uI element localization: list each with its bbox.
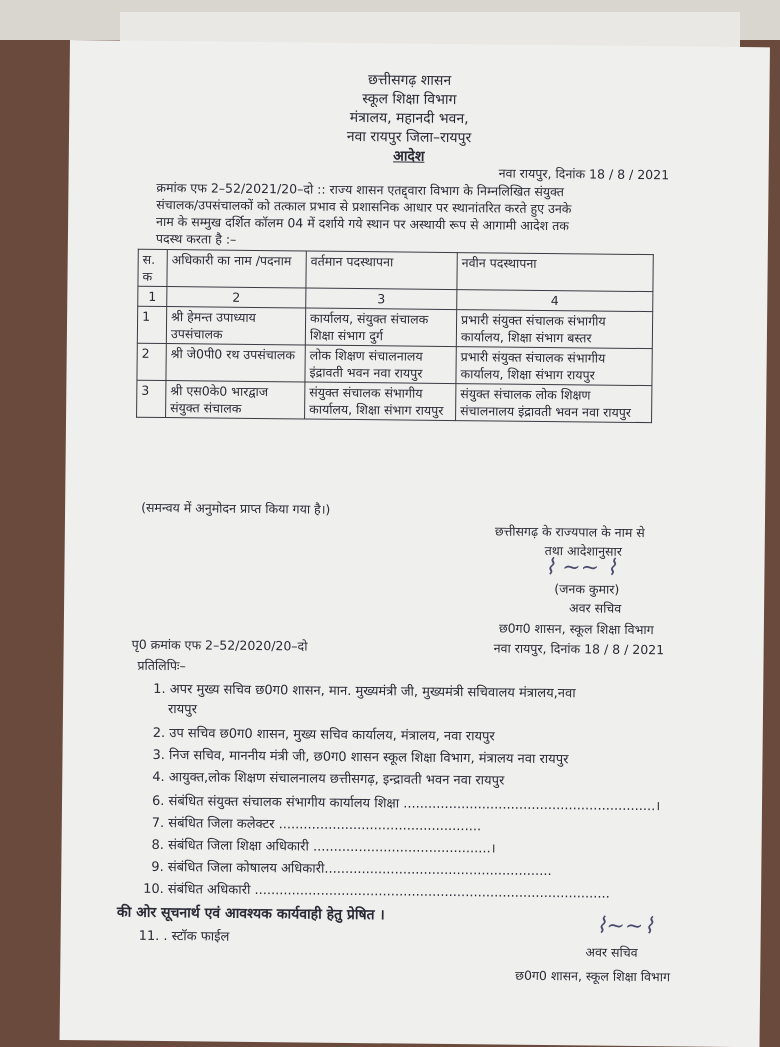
date-line: नवा रायपुर, दिनांक 18 / 8 / 2021 bbox=[498, 165, 670, 183]
order-text-line-3: नाम के सम्मुख दर्शित कॉलम 04 में दर्शाये गये स्थान पर अस्थायी रूप से आगामी आदेश तक bbox=[156, 213, 569, 234]
list-item: 2. उप सचिव छ0ग0 शासन, मुख्य सचिव कार्यालय, मंत्रालय, नवा रायपुर bbox=[152, 725, 495, 745]
list-item: 1. अपर मुख्य सचिव छ0ग0 शासन, मान. मुख्यमंत्री जी, मुख्यमंत्री सचिवालय मंत्रालय,नवा bbox=[153, 681, 576, 702]
forward-line: की ओर सूचनार्थ एवं आवश्यक कार्यवाही हेतु प्रेषित । bbox=[116, 904, 385, 924]
col-number: 3 bbox=[306, 288, 457, 310]
header-cell: वर्तमान पदस्थापना bbox=[306, 251, 457, 290]
governor-line: छत्तीसगढ़ के राज्यपाल के नाम से bbox=[494, 523, 645, 541]
new-posting-cell: संयुक्त संचालक लोक शिक्षण संचालनालय इंद्रावती भवन नवा रायपुर bbox=[456, 384, 652, 423]
header-cell: नवीन पदस्थापना bbox=[457, 253, 653, 292]
col-number: 2 bbox=[167, 287, 306, 308]
new-posting-cell: प्रभारी संयुक्त संचालक संभागीय कार्यालय, शिक्षा संभाग रायपुर bbox=[456, 347, 652, 386]
table-row bbox=[137, 380, 652, 422]
list-item: 10. संबंधित अधिकारी ...................................................................................... bbox=[143, 881, 610, 902]
order-line: तथा आदेशानुसार bbox=[544, 542, 622, 559]
order-document bbox=[60, 40, 770, 1047]
stock-file-item: 11. . स्टॉक फाईल bbox=[138, 928, 230, 945]
document-title: आदेश bbox=[393, 148, 425, 165]
signature-1: ⌇ ~~ ⌇ bbox=[544, 554, 617, 581]
signatory-2-dept: छ0ग0 शासन, स्कूल शिक्षा विभाग bbox=[515, 967, 671, 985]
list-item: 7. संबंधित जिला कलेक्टर ................................................. bbox=[151, 815, 482, 835]
col-number: 1 bbox=[138, 286, 167, 306]
header-line-3: मंत्रालय, महानदी भवन, bbox=[349, 109, 469, 128]
header-line-1: छत्तीसगढ़ शासन bbox=[367, 72, 452, 89]
header-line-4: नवा रायपुर जिला–रायपुर bbox=[346, 128, 472, 147]
officer-cell: श्री हेमन्त उपाध्याय उपसंचालक bbox=[166, 307, 305, 345]
table-header-row bbox=[138, 249, 653, 291]
table-row bbox=[137, 306, 652, 348]
list-item: 9. संबंधित जिला कोषालय अधिकारी....................................................... bbox=[151, 859, 552, 880]
table-row bbox=[137, 343, 652, 385]
signatory-dept: छ0ग0 शासन, स्कूल शिक्षा विभाग bbox=[498, 620, 654, 638]
order-text-line-1: क्रमांक एफ 2–52/2021/20–दो :: राज्य शासन एतद्द्वारा विभाग के निम्नलिखित संयुक्त bbox=[156, 179, 565, 200]
serial-cell: 2 bbox=[137, 343, 166, 380]
current-posting-cell: कार्यालय, संयुक्त संचालक शिक्षा संभाग दुर्ग bbox=[305, 308, 456, 347]
endorsement-number: पृ0 क्रमांक एफ 2–52/2020/20–दो bbox=[131, 636, 308, 654]
order-text-line-4: पदस्थ करता है :– bbox=[155, 230, 237, 247]
current-posting-cell: लोक शिक्षण संचालनालय इंद्रावती भवन नवा रायपुर bbox=[305, 345, 456, 384]
officer-cell: श्री जे0पी0 रथ उपसंचालक bbox=[166, 344, 305, 382]
serial-cell: 3 bbox=[137, 380, 166, 417]
header-line-2: स्कूल शिक्षा विभाग bbox=[362, 91, 457, 109]
signatory-name: (जनक कुमार) bbox=[554, 581, 620, 597]
transfer-table bbox=[136, 249, 654, 423]
list-item: रायपुर bbox=[167, 702, 198, 718]
order-text-line-2: संचालक/उपसंचालकों को तत्काल प्रभाव से प्रशासनिक आधार पर स्थानांतरित करते हुए उनके bbox=[156, 196, 572, 217]
list-item: 4. आयुक्त,लोक शिक्षण संचालनालय छत्तीसगढ़, इन्द्रावती भवन नवा रायपुर bbox=[152, 769, 505, 789]
list-item: 3. निज सचिव, माननीय मंत्री जी, छ0ग0 शासन स्कूल शिक्षा विभाग, मंत्रालय नवा रायपुर bbox=[152, 747, 569, 768]
header-cell: स. क bbox=[138, 249, 167, 286]
officer-cell: श्री एस0के0 भारद्वाज संयुक्त संचालक bbox=[166, 381, 305, 419]
signature-2: ⌇~~⌇ bbox=[595, 913, 655, 940]
copy-label: प्रतिलिपिः– bbox=[137, 657, 186, 674]
current-posting-cell: संयुक्त संचालक संभागीय कार्यालय, शिक्षा संभाग रायपुर bbox=[305, 382, 456, 421]
serial-cell: 1 bbox=[137, 306, 166, 343]
approval-note: (समन्वय में अनुमोदन प्राप्त किया गया है।) bbox=[141, 499, 331, 517]
signatory-designation: अवर सचिव bbox=[569, 600, 622, 616]
endorsement-date: नवा रायपुर, दिनांक 18 / 8 / 2021 bbox=[493, 640, 665, 658]
header-cell: अधिकारी का नाम /पदनाम bbox=[167, 250, 306, 288]
new-posting-cell: प्रभारी संयुक्त संचालक संभागीय कार्यालय, शिक्षा संभाग बस्तर bbox=[456, 310, 652, 349]
list-item: 6. संबंधित संयुक्त संचालक संभागीय कार्यालय शिक्षा .............................................................। bbox=[151, 793, 661, 815]
col-number: 4 bbox=[457, 290, 653, 312]
list-item: 8. संबंधित जिला शिक्षा अधिकारी ...........................................। bbox=[151, 837, 496, 857]
signatory-2-designation: अवर सचिव bbox=[585, 944, 638, 960]
